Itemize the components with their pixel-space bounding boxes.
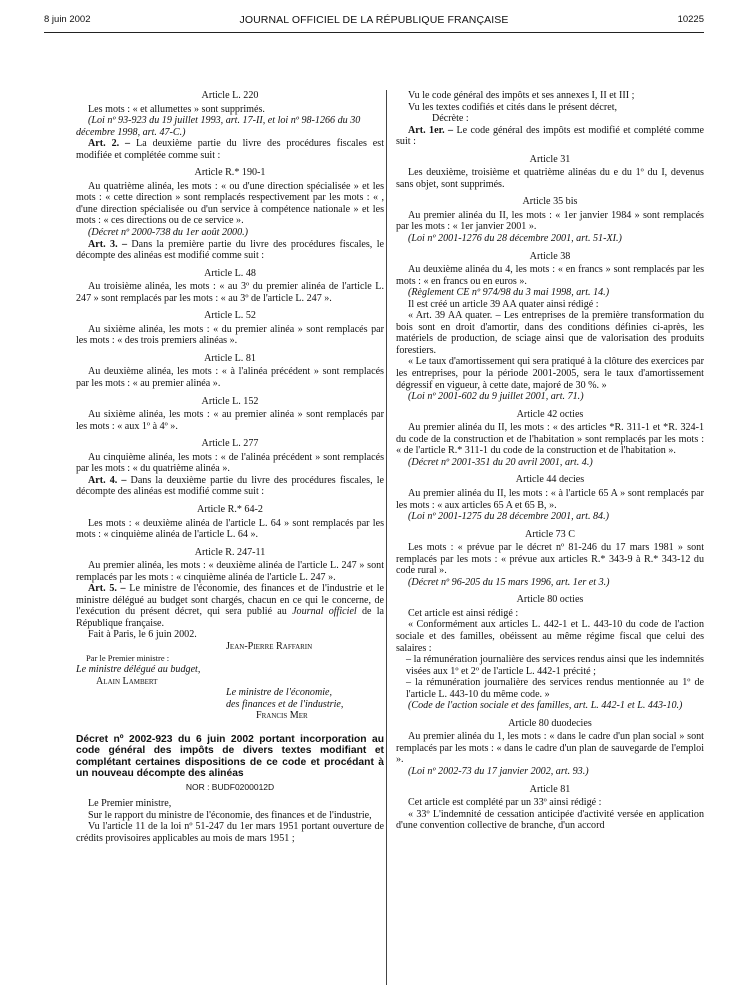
list (396, 654, 704, 700)
paragraph: Le Premier ministre, (88, 797, 172, 809)
paragraph (76, 138, 384, 161)
journal-title: JOURNAL OFFICIEL DE LA RÉPUBLIQUE FRANÇAISE (239, 14, 509, 26)
signature-mer: Francis Mer (256, 710, 308, 722)
article-title: Article 38 (529, 250, 571, 262)
reference: (Loi nº 2002-73 du 17 janvier 2002, art. 93.) (408, 765, 589, 777)
paragraph (76, 583, 384, 629)
paragraph: Au premier alinéa du II, les mots : « 1er janvier 1984 » sont remplacés par les mots : « 1er janvier 2001 ». (396, 209, 704, 233)
paragraph-text: Dans la deuxième partie du livre des procédures fiscales, le décompte des alinéas est modifié comme suit : (76, 474, 384, 498)
reference: (Code de l'action sociale et des familles, art. L. 442-1 et L. 443-10.) (408, 700, 683, 712)
paragraph: « 33º L'indemnité de cessation anticipée d'activité versée en application d'une convention collective de branche, d'un accord (396, 808, 704, 832)
article-title: Article R.* 64-2 (197, 503, 263, 515)
right-column (396, 90, 704, 832)
signature-lambert: Alain Lambert (96, 675, 158, 687)
article-title: Article R.* 190-1 (194, 167, 266, 179)
paragraph: Au troisième alinéa, les mots : « au 3º du premier alinéa de l'article L. 247 » sont remplacés par les mots : « au 3º de l'article L. 247 ». (76, 281, 384, 304)
paragraph: Au sixième alinéa, les mots : « au premier alinéa » sont remplacés par les mots : « aux 1º à 4º ». (76, 409, 384, 432)
paragraph-text: Dans la première partie du livre des procédures fiscales, le décompte des alinéas est modifié comme suit : (76, 238, 384, 262)
paragraph: Les mots : « prévue par le décret nº 81-246 du 17 mars 1981 » sont remplacés par les mots : « prévue aux articles R.* 343-9 à R.* 343-12 du code rural ». (396, 542, 704, 577)
paragraph: Au sixième alinéa, les mots : « du premier alinéa » sont remplacés par les mots : « des trois premiers alinéas ». (76, 323, 384, 347)
decree-title: Décret nº 2002-923 du 6 juin 2002 portant incorporation au code général des impôts de divers textes modifiant et complétant certaines dispositions de ce code et procédant à un nouveau décompte des alinéas (76, 733, 384, 780)
header-rule (44, 32, 704, 33)
header-date: 8 juin 2002 (44, 14, 91, 25)
decrete: Décrète : (432, 113, 469, 125)
paragraph (76, 239, 384, 262)
article-title: Article 44 decies (515, 474, 585, 486)
paragraph: Cet article est ainsi rédigé : (408, 607, 519, 619)
signature-pm: Jean-Pierre Raffarin (226, 640, 313, 652)
reference: (Règlement CE nº 974/98 du 3 mai 1998, art. 14.) (408, 287, 610, 299)
paragraph: Au premier alinéa, les mots : « deuxième alinéa de l'article L. 247 » sont remplacés par les mots : « cinquième alinéa de l'article L. 247 ». (76, 560, 384, 583)
minister-economy-line1: Le ministre de l'économie, (226, 687, 333, 699)
paragraph: Vu le code général des impôts et ses annexes I, II et III ; (408, 90, 635, 101)
paragraph: Au deuxième alinéa, les mots : « à l'alinéa précédent » sont remplacés par les mots : « au premier alinéa ». (76, 366, 384, 390)
reference: (Décret nº 2000-738 du 1er août 2000.) (88, 227, 249, 239)
minister-budget: Le ministre délégué au budget, (76, 664, 201, 676)
article-title: Article L. 52 (204, 310, 256, 322)
reference: (Décret nº 2001-351 du 20 avril 2001, art. 4.) (408, 456, 593, 468)
column-divider (386, 90, 387, 985)
article-title: Article L. 48 (204, 267, 256, 279)
paragraph: Sur le rapport du ministre de l'économie, des finances et de l'industrie, (88, 809, 372, 821)
reference: (Loi nº 2001-602 du 9 juillet 2001, art. 71.) (408, 391, 584, 403)
paragraph: Au deuxième alinéa du 4, les mots : « en francs » sont remplacés par les mots : « en francs ou en euros ». (396, 264, 704, 287)
article-label: Art. 4. – (88, 474, 127, 486)
paragraph: Les mots : « et allumettes » sont supprimés. (88, 103, 265, 115)
article-title: Article R. 247-11 (194, 546, 266, 558)
list-item: – la rémunération journalière des services rendus mentionnée au 1º de l'article L. 443-10 du même code. » (406, 677, 704, 700)
paragraph: Au premier alinéa du II, les mots : « des articles *R. 311-1 et *R. 324-1 du code de la construction et de l'habitation » sont remplacés par les mots : « de l'article R.* 311-1 du code de la construction et de l'habitation ». (396, 422, 704, 457)
paragraph: Les deuxième, troisième et quatrième alinéas du e du 1º du I, devenus sans objet, sont supprimés. (396, 167, 704, 190)
list-item: – la rémunération journalière des services rendus ainsi que les indemnités visées aux 1º et 2º de l'article L. 442-1 précité ; (406, 654, 704, 677)
paragraph-text: La deuxième partie du livre des procédures fiscales est modifiée et complétée comme suit : (76, 138, 384, 161)
article-title: Article 80 octies (516, 594, 584, 606)
minister-economy-line2: des finances et de l'industrie, (226, 698, 344, 710)
page-number: 10225 (677, 14, 704, 25)
reference: (Loi nº 93-923 du 19 juillet 1993, art. 17-II, et loi nº 98-1266 du 30 décembre 1998, art. 47-C.) (76, 115, 361, 138)
page-header (44, 14, 704, 30)
left-column (76, 90, 384, 844)
paragraph-text: de la République française. (76, 606, 385, 629)
reference: (Loi nº 2001-1276 du 28 décembre 2001, art. 51-XI.) (408, 233, 622, 245)
article-title: Article 42 octies (516, 408, 584, 420)
article-label: Art. 2. – (88, 138, 131, 150)
paragraph (76, 475, 384, 498)
paragraph: Cet article est complété par un 33º ainsi rédigé : (408, 797, 602, 809)
article-title: Article 81 (529, 783, 571, 795)
article-title: Article 73 C (525, 528, 575, 540)
article-label: Art. 5. – (88, 583, 126, 595)
fait-a-paris: Fait à Paris, le 6 juin 2002. (88, 629, 197, 641)
article-title: Article L. 81 (204, 352, 256, 364)
article-title: Article L. 220 (201, 90, 259, 101)
paragraph: Au premier alinéa du 1, les mots : « dans le cadre d'un plan social » sont remplacés par les mots : « dans le cadre d'un plan de sauvegarde de l'emploi ». (396, 731, 704, 766)
article-title: Article 80 duodecies (508, 717, 592, 729)
article-title: Article 31 (529, 153, 571, 165)
article-label: Art. 3. – (88, 238, 128, 250)
article-label: Art. 1er. – (408, 124, 454, 136)
paragraph: Vu les textes codifiés et cités dans le présent décret, (408, 101, 618, 113)
paragraph: Vu l'article 11 de la loi nº 51-247 du 1er mars 1951 portant ouverture de crédits provisoires applicables au mois de mars 1951 ; (76, 821, 384, 844)
paragraph-text: Le ministre de l'économie, des finances et de l'industrie et le ministre délégué au budget sont chargés, chacun en ce qui le concerne, de l'exécution du présent décret, qui sera publié au (76, 583, 384, 618)
reference: (Loi nº 2001-1275 du 28 décembre 2001, art. 84.) (408, 511, 609, 523)
par-premier-ministre: Par le Premier ministre : (86, 652, 170, 663)
article-title: Article 35 bis (522, 196, 578, 208)
journal-name: Journal officiel (292, 606, 357, 618)
article-title: Article L. 152 (201, 395, 259, 407)
paragraph-text: Le code général des impôts est modifié et complété comme suit : (396, 124, 704, 148)
reference: (Décret nº 96-205 du 15 mars 1996, art. 1er et 3.) (408, 576, 610, 588)
paragraph (396, 125, 704, 148)
nor-reference: NOR : BUDF0200012D (185, 782, 275, 793)
paragraph: Les mots : « deuxième alinéa de l'article L. 64 » sont remplacés par les mots : « cinquième alinéa de l'article L. 64 ». (76, 517, 384, 541)
article-title: Article L. 277 (201, 438, 259, 450)
paragraph: Il est créé un article 39 AA quater ainsi rédigé : (408, 298, 599, 310)
paragraph: Au cinquième alinéa, les mots : « de l'alinéa précédent » sont remplacés par les mots : « du quatrième alinéa ». (76, 451, 384, 475)
paragraph: « Le taux d'amortissement qui sera pratiqué à la clôture des exercices par les entreprises, pour la période 2001-2005, sera le taux d'amortissement dégressif en vigueur, à cette date, majoré de 30 %. » (396, 356, 704, 391)
paragraph: « Art. 39 AA quater. – Les entreprises de la première transformation du bois sont en droit d'amortir, dans des conditions définies ci-après, les matériels de production, de sciage ainsi que de valorisation des produits forestiers. (396, 310, 704, 356)
paragraph: « Conformément aux articles L. 442-1 et L. 443-10 du code de l'action sociale et des familles, obéissent au même régime fiscal que celui des salaires : (396, 619, 704, 654)
paragraph: Au quatrième alinéa, les mots : « ou d'une direction spécialisée » et les mots : « cette direction » sont remplacés respectivement par les mots : « , d'une direction spécialisée ou d'un service à compétence nationale » et les mots : « ces directions ou de ce service ». (76, 180, 384, 227)
paragraph: Au premier alinéa du II, les mots : « à l'article 65 A » sont remplacés par les mots : « aux articles 65 A et 65 B, ». (396, 487, 704, 511)
